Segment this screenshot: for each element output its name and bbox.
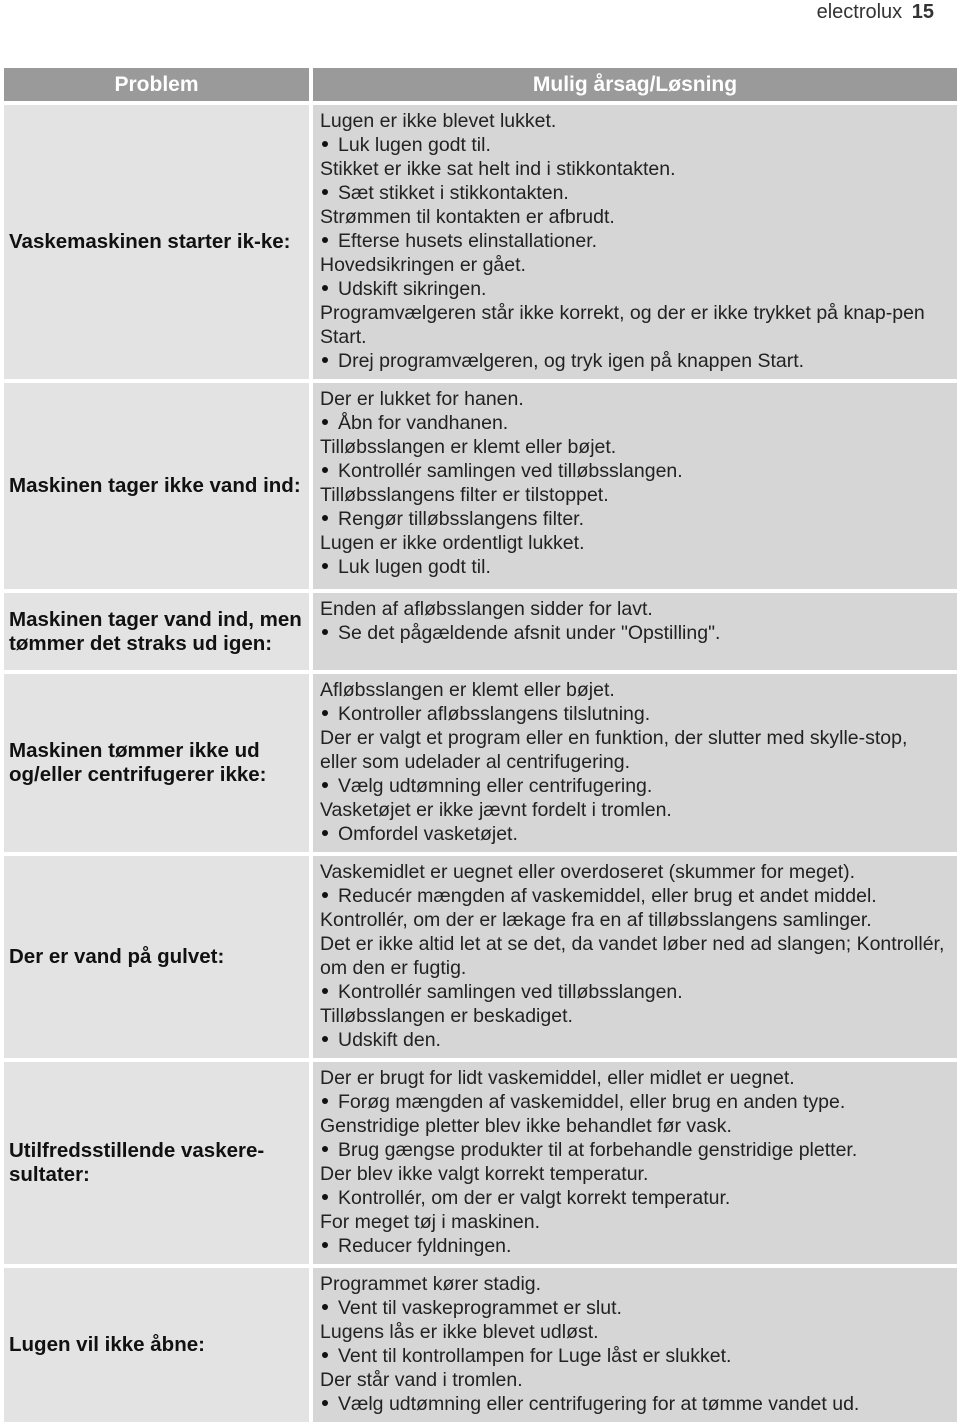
bullet-icon bbox=[322, 189, 328, 195]
solution-step bbox=[320, 555, 947, 579]
solution-step bbox=[320, 884, 947, 908]
solution-step-text: Drej programvælgeren, og tryk igen på knappen Start. bbox=[338, 350, 805, 372]
solution-step-text: Forøg mængden af vaskemiddel, eller brug en anden type. bbox=[338, 1091, 846, 1113]
solution-step bbox=[320, 1392, 947, 1416]
possible-cause: Tilløbsslangen er klemt eller bøjet. bbox=[320, 436, 617, 458]
solution-cell bbox=[313, 1264, 957, 1422]
solution-step-text: Åbn for vandhanen. bbox=[338, 412, 509, 434]
bullet-icon bbox=[322, 1242, 328, 1248]
possible-cause: Lugens lås er ikke blevet udløst. bbox=[320, 1321, 599, 1343]
solution-step bbox=[320, 702, 947, 726]
header-problem: Problem bbox=[4, 68, 313, 101]
bullet-icon bbox=[322, 1036, 328, 1042]
bullet-icon bbox=[322, 141, 328, 147]
solution-cell bbox=[313, 852, 957, 1058]
page-number: 15 bbox=[911, 1, 934, 23]
solution-step-text: Kontrollér, om der er valgt korrekt temperatur. bbox=[338, 1187, 731, 1209]
bullet-icon bbox=[322, 285, 328, 291]
bullet-icon bbox=[322, 1400, 328, 1406]
possible-cause: Enden af afløbsslangen sidder for lavt. bbox=[320, 598, 653, 620]
solution-step-text: Rengør tilløbsslangens filter. bbox=[338, 508, 585, 530]
problem-cell: Maskinen tømmer ikke ud og/eller centrifugerer ikke: bbox=[4, 670, 313, 852]
possible-cause: Der blev ikke valgt korrekt temperatur. bbox=[320, 1163, 649, 1185]
possible-cause: Kontrollér, om der er lækage fra en af tilløbsslangens samlinger. bbox=[320, 909, 872, 931]
solution-step-text: Kontroller afløbsslangens tilslutning. bbox=[338, 703, 651, 725]
troubleshooting-table bbox=[4, 68, 957, 1422]
possible-cause: Der står vand i tromlen. bbox=[320, 1369, 523, 1391]
possible-cause: Genstridige pletter blev ikke behandlet før vask. bbox=[320, 1115, 732, 1137]
solution-step-text: Vent til kontrollampen for Luge låst er slukket. bbox=[338, 1345, 732, 1367]
table-row bbox=[4, 589, 957, 670]
solution-step-text: Efterse husets elinstallationer. bbox=[338, 230, 598, 252]
bullet-icon bbox=[322, 1098, 328, 1104]
problem-cell: Vaskemaskinen starter ik-ke: bbox=[4, 101, 313, 379]
bullet-icon bbox=[322, 357, 328, 363]
bullet-icon bbox=[322, 710, 328, 716]
possible-cause: Det er ikke altid let at se det, da vandet løber ned ad slangen; Kontrollér, om den er fugtig. bbox=[320, 933, 945, 979]
possible-cause: Lugen er ikke blevet lukket. bbox=[320, 110, 557, 132]
problem-cell: Utilfredsstillende vaskere-sultater: bbox=[4, 1058, 313, 1264]
solution-step-text: Luk lugen godt til. bbox=[338, 556, 491, 578]
solution-step bbox=[320, 822, 947, 846]
possible-cause: Vaskemidlet er uegnet eller overdoseret (skummer for meget). bbox=[320, 861, 856, 883]
solution-step-text: Udskift den. bbox=[338, 1029, 441, 1051]
solution-step-text: Luk lugen godt til. bbox=[338, 134, 491, 156]
solution-step bbox=[320, 181, 947, 205]
solution-step-text: Kontrollér samlingen ved tilløbsslangen. bbox=[338, 460, 683, 482]
solution-step-text: Kontrollér samlingen ved tilløbsslangen. bbox=[338, 981, 683, 1003]
solution-step-text: Udskift sikringen. bbox=[338, 278, 487, 300]
possible-cause: Stikket er ikke sat helt ind i stikkontakten. bbox=[320, 158, 676, 180]
bullet-icon bbox=[322, 1304, 328, 1310]
possible-cause: Lugen er ikke ordentligt lukket. bbox=[320, 532, 585, 554]
bullet-icon bbox=[322, 830, 328, 836]
solution-step bbox=[320, 411, 947, 435]
bullet-icon bbox=[322, 629, 328, 635]
solution-step-text: Omfordel vasketøjet. bbox=[338, 823, 518, 845]
problem-cell: Maskinen tager vand ind, men tømmer det straks ud igen: bbox=[4, 589, 313, 670]
solution-step-text: Vælg udtømning eller centrifugering. bbox=[338, 775, 653, 797]
bullet-icon bbox=[322, 988, 328, 994]
table-row bbox=[4, 379, 957, 589]
table-row bbox=[4, 101, 957, 379]
solution-step bbox=[320, 1344, 947, 1368]
brand-name: electrolux bbox=[816, 1, 903, 23]
possible-cause: Programvælgeren står ikke korrekt, og der er ikke trykket på knap-pen Start. bbox=[320, 302, 925, 348]
solution-cell bbox=[313, 670, 957, 852]
table-row bbox=[4, 1264, 957, 1422]
page-header bbox=[817, 0, 934, 24]
possible-cause: Der er valgt et program eller en funktion, der slutter med skylle-stop, eller som udelader al centrifugering. bbox=[320, 727, 908, 773]
solution-step bbox=[320, 980, 947, 1004]
bullet-icon bbox=[322, 892, 328, 898]
table-header-row bbox=[4, 68, 957, 101]
possible-cause: Der er brugt for lidt vaskemiddel, eller midlet er uegnet. bbox=[320, 1067, 795, 1089]
solution-step bbox=[320, 1028, 947, 1052]
problem-cell: Lugen vil ikke åbne: bbox=[4, 1264, 313, 1422]
bullet-icon bbox=[322, 782, 328, 788]
solution-step-text: Vælg udtømning eller centrifugering for at tømme vandet ud. bbox=[338, 1393, 860, 1415]
solution-step bbox=[320, 277, 947, 301]
solution-step bbox=[320, 229, 947, 253]
possible-cause: Strømmen til kontakten er afbrudt. bbox=[320, 206, 615, 228]
table-row bbox=[4, 852, 957, 1058]
problem-cell: Der er vand på gulvet: bbox=[4, 852, 313, 1058]
solution-cell bbox=[313, 589, 957, 670]
bullet-icon bbox=[322, 563, 328, 569]
possible-cause: Hovedsikringen er gået. bbox=[320, 254, 526, 276]
possible-cause: For meget tøj i maskinen. bbox=[320, 1211, 540, 1233]
solution-step-text: Brug gængse produkter til at forbehandle genstridige pletter. bbox=[338, 1139, 858, 1161]
possible-cause: Afløbsslangen er klemt eller bøjet. bbox=[320, 679, 615, 701]
bullet-icon bbox=[322, 467, 328, 473]
problem-cell: Maskinen tager ikke vand ind: bbox=[4, 379, 313, 589]
bullet-icon bbox=[322, 1146, 328, 1152]
solution-step-text: Se det pågældende afsnit under "Opstilling". bbox=[338, 622, 721, 644]
bullet-icon bbox=[322, 1194, 328, 1200]
solution-step bbox=[320, 1186, 947, 1210]
solution-step-text: Reducer fyldningen. bbox=[338, 1235, 512, 1257]
possible-cause: Vasketøjet er ikke jævnt fordelt i tromlen. bbox=[320, 799, 672, 821]
table-body bbox=[4, 101, 957, 1422]
solution-step bbox=[320, 1296, 947, 1320]
solution-step bbox=[320, 621, 947, 645]
solution-step bbox=[320, 1234, 947, 1258]
possible-cause: Tilløbsslangens filter er tilstoppet. bbox=[320, 484, 609, 506]
bullet-icon bbox=[322, 237, 328, 243]
solution-step bbox=[320, 774, 947, 798]
solution-step bbox=[320, 1138, 947, 1162]
solution-step bbox=[320, 1090, 947, 1114]
table-row bbox=[4, 670, 957, 852]
possible-cause: Tilløbsslangen er beskadiget. bbox=[320, 1005, 573, 1027]
bullet-icon bbox=[322, 419, 328, 425]
solution-step-text: Vent til vaskeprogrammet er slut. bbox=[338, 1297, 622, 1319]
solution-cell bbox=[313, 101, 957, 379]
solution-cell bbox=[313, 1058, 957, 1264]
possible-cause: Der er lukket for hanen. bbox=[320, 388, 524, 410]
possible-cause: Programmet kører stadig. bbox=[320, 1273, 542, 1295]
solution-step bbox=[320, 507, 947, 531]
solution-step bbox=[320, 459, 947, 483]
solution-cell bbox=[313, 379, 957, 589]
bullet-icon bbox=[322, 515, 328, 521]
solution-step-text: Reducér mængden af vaskemiddel, eller brug et andet middel. bbox=[338, 885, 877, 907]
solution-step bbox=[320, 349, 947, 373]
table-row bbox=[4, 1058, 957, 1264]
solution-step bbox=[320, 133, 947, 157]
solution-step-text: Sæt stikket i stikkontakten. bbox=[338, 182, 569, 204]
bullet-icon bbox=[322, 1352, 328, 1358]
header-solution: Mulig årsag/Løsning bbox=[313, 68, 957, 101]
